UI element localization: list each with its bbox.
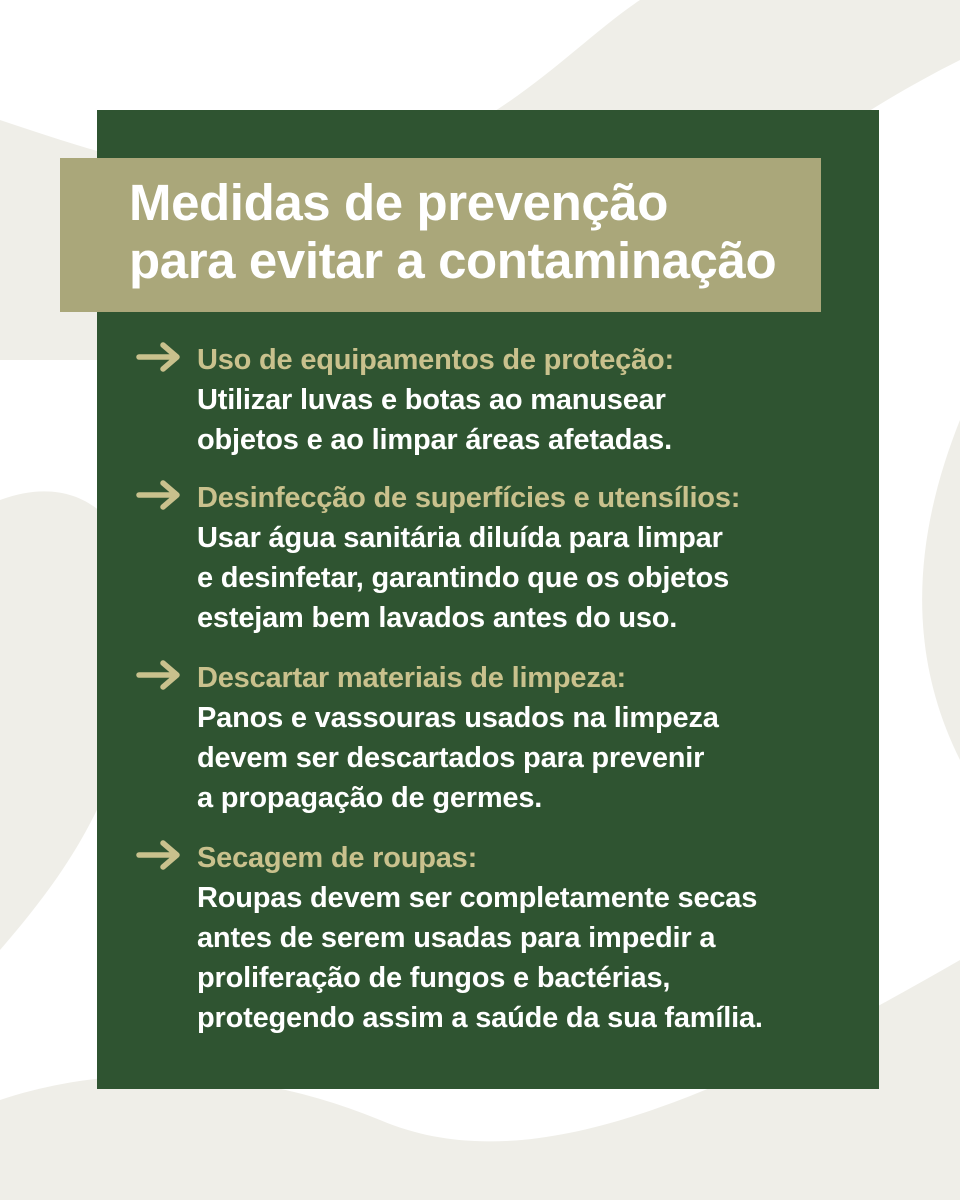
item-line: proliferação de fungos e bactérias, — [197, 962, 671, 994]
item-heading: Descartar materiais de limpeza: — [197, 662, 627, 694]
item-line: objetos e ao limpar áreas afetadas. — [197, 424, 672, 456]
item-line: e desinfetar, garantindo que os objetos — [197, 562, 730, 594]
item-line: a propagação de germes. — [197, 782, 543, 814]
arrow-right-icon — [136, 342, 182, 372]
arrow-right-icon — [136, 480, 182, 510]
title-line-1: Medidas de prevenção — [129, 174, 669, 231]
item-line: Panos e vassouras usados na limpeza — [197, 702, 719, 734]
item-line: Utilizar luvas e botas ao manusear — [197, 384, 666, 416]
title-line-2: para evitar a contaminação — [129, 232, 777, 289]
item-line: protegendo assim a saúde da sua família. — [197, 1002, 763, 1034]
item-line: estejam bem lavados antes do uso. — [197, 602, 678, 634]
item-line: Roupas devem ser completamente secas — [197, 882, 758, 914]
arrow-right-icon — [136, 840, 182, 870]
item-heading: Desinfecção de superfícies e utensílios: — [197, 482, 741, 514]
item-heading: Secagem de roupas: — [197, 842, 478, 874]
item-line: devem ser descartados para prevenir — [197, 742, 705, 774]
arrow-right-icon — [136, 660, 182, 690]
item-line: Usar água sanitária diluída para limpar — [197, 522, 723, 554]
item-line: antes de serem usadas para impedir a — [197, 922, 716, 954]
item-heading: Uso de equipamentos de proteção: — [197, 344, 675, 376]
